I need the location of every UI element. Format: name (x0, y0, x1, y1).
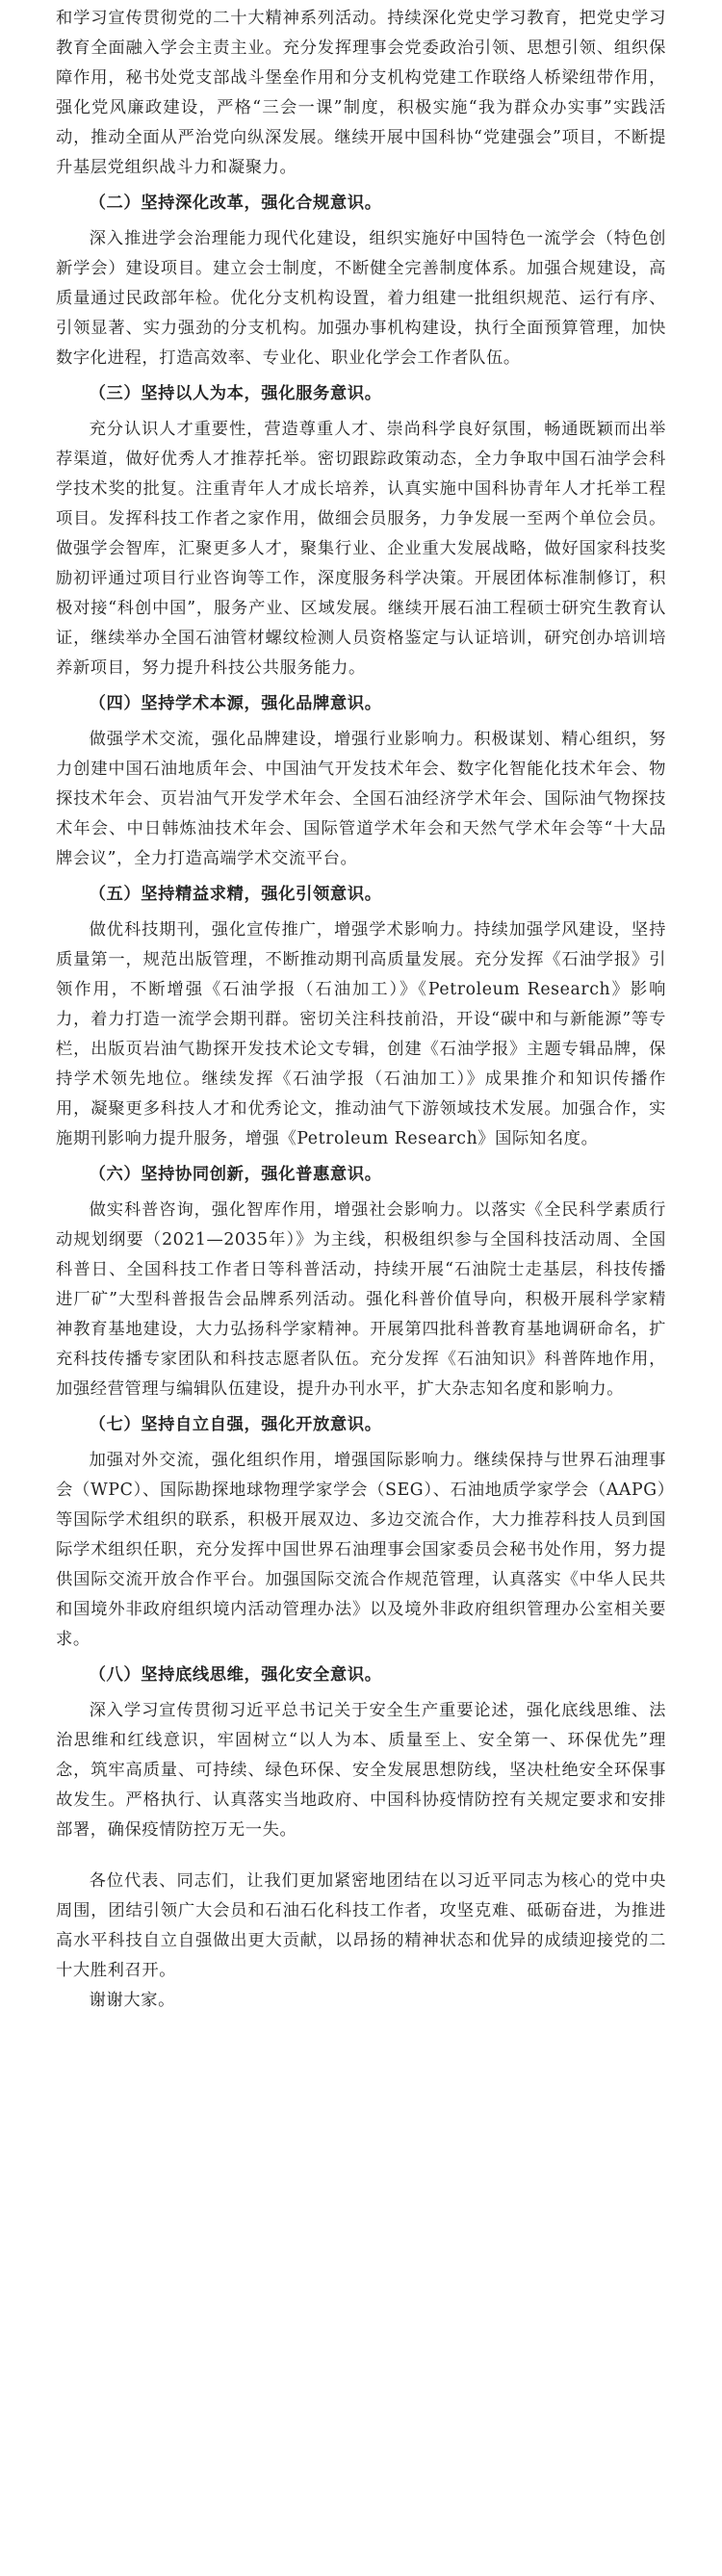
section-2 (56, 189, 666, 374)
section-heading: （三）坚持以人为本，强化服务意识。 (89, 384, 382, 403)
section-heading: （八）坚持底线思维，强化安全意识。 (89, 1665, 382, 1685)
section-paragraph: 加强对外交流，强化组织作用，增强国际影响力。继续保持与世界石油理事会（WPC）、国际勘探地球物理学家学会（SEG）、石油地质学家学会（AAPG）等国际学术组织的联系，积极开展双边、多边交流合作，大力推荐科技人员到国际学术组织任职，充分发挥中国世界石油理事会国家委员会秘书处作用，努力提供国际交流开放合作平台。加强国际交流合作规范管理，认真落实《中华人民共和国境外非政府组织境内活动管理办法》以及境外非政府组织管理办公室相关要求。 (56, 1451, 666, 1649)
section-paragraph: 深入学习宣传贯彻习近平总书记关于安全生产重要论述，强化底线思维、法治思维和红线意识，牢固树立“以人为本、质量至上、安全第一、环保优先”理念，筑牢高质量、可持续、绿色环保、安全发展思想防线，坚决杜绝安全环保事故发生。严格执行、认真落实当地政府、中国科协疫情防控有关规定要求和安排部署，确保疫情防控万无一失。 (56, 1701, 666, 1840)
section-heading: （六）坚持协同创新，强化普惠意识。 (89, 1165, 382, 1184)
section-heading: （二）坚持深化改革，强化合规意识。 (89, 193, 382, 213)
section-paragraph: 深入推进学会治理能力现代化建设，组织实施好中国特色一流学会（特色创新学会）建设项目。建立会士制度，不断健全完善制度体系。加强合规建设，高质量通过民政部年检。优化分支机构设置，着力组建一批组织规范、运行有序、引领显著、实力强劲的分支机构。加强办事机构建设，执行全面预算管理，加快数字化进程，打造高效率、专业化、职业化学会工作者队伍。 (56, 229, 666, 368)
section-paragraph: 做优科技期刊，强化宣传推广，增强学术影响力。持续加强学风建设，坚持质量第一，规范出版管理，不断推动期刊高质量发展。充分发挥《石油学报》引领作用，不断增强《石油学报（石油加工）》《Petroleum Research》影响力，着力打造一流学会期刊群。密切关注科技前沿，开设“碳中和与新能源”等专栏，出版页岩油气勘探开发技术论文专辑，创建《石油学报》主题专辑品牌，保持学术领先地位。继续发挥《石油学报（石油加工）》成果推介和知识传播作用，凝聚更多科技人才和优秀论文，推动油气下游领域技术发展。加强合作，实施期刊影响力提升服务，增强《Petroleum Research》国际知名度。 (56, 920, 666, 1148)
section-3 (56, 379, 666, 683)
section-paragraph: 充分认识人才重要性，营造尊重人才、崇尚科学良好氛围，畅通既颖而出举荐渠道，做好优秀人才推荐托举。密切跟踪政策动态，全力争取中国石油学会科学技术奖的批复。注重青年人才成长培养，认真实施中国科协青年人才托举工程项目。发挥科技工作者之家作用，做细会员服务，力争发展一至两个单位会员。做强学会智库，汇聚更多人才，聚集行业、企业重大发展战略，做好国家科技奖励初评通过项目行业咨询等工作，深度服务科学决策。开展团体标准制修订，积极对接“科创中国”，服务产业、区域发展。继续开展石油工程硕士研究生教育认证，继续举办全国石油管材螺纹检测人员资格鉴定与认证培训，研究创办培训培养新项目，努力提升科技公共服务能力。 (56, 420, 666, 678)
section-heading: （七）坚持自立自强，强化开放意识。 (89, 1415, 382, 1434)
closing-paragraph: 各位代表、同志们，让我们更加紧密地团结在以习近平同志为核心的党中央周围，团结引领广大会员和石油石化科技工作者，攻坚克难、砥砺奋进，为推进高水平科技自立自强做出更大贡献，以昂扬的精神状态和优异的成绩迎接党的二十大胜利召开。 (56, 1871, 666, 1980)
section-7 (56, 1410, 666, 1655)
section-heading: （四）坚持学术本源，强化品牌意识。 (89, 694, 382, 713)
section-5 (56, 880, 666, 1154)
thanks-line: 谢谢大家。 (89, 1991, 176, 2010)
section-paragraph: 做强学术交流，强化品牌建设，增强行业影响力。积极谋划、精心组织，努力创建中国石油地质年会、中国油气开发技术年会、数字化智能化技术年会、物探技术年会、页岩油气开发学术年会、全国石油经济学术年会、国际油气物探技术年会、中日韩炼油技术年会、国际管道学术年会和天然气学术年会等“十大品牌会议”，全力打造高端学术交流平台。 (56, 730, 666, 868)
section-4 (56, 689, 666, 874)
section-heading: （五）坚持精益求精，强化引领意识。 (89, 885, 382, 904)
intro-paragraph: 和学习宣传贯彻党的二十大精神系列活动。持续深化党史学习教育，把党史学习教育全面融入学会主责主业。充分发挥理事会党委政治引领、思想引领、组织保障作用，秘书处党支部战斗堡垒作用和分支机构党建工作联络人桥梁纽带作用，强化党风廉政建设，严格“三会一课”制度，积极实施“我为群众办实事”实践活动，推动全面从严治党向纵深发展。继续开展中国科协“党建强会”项目，不断提升基层党组织战斗力和凝聚力。 (56, 9, 666, 177)
section-8 (56, 1661, 666, 1845)
section-paragraph: 做实科普咨询，强化智库作用，增强社会影响力。以落实《全民科学素质行动规划纲要（2021—2035年）》为主线，积极组织参与全国科技活动周、全国科普日、全国科技工作者日等科普活动，持续开展“石油院士走基层，科技传播进厂矿”大型科普报告会品牌系列活动。强化科普价值导向，积极开展科学家精神教育基地建设，大力弘扬科学家精神。开展第四批科普教育基地调研命名，扩充科技传播专家团队和科技志愿者队伍。充分发挥《石油知识》科普阵地作用，加强经营管理与编辑队伍建设，提升办刊水平，扩大杂志知名度和影响力。 (56, 1200, 666, 1399)
section-6 (56, 1160, 666, 1404)
